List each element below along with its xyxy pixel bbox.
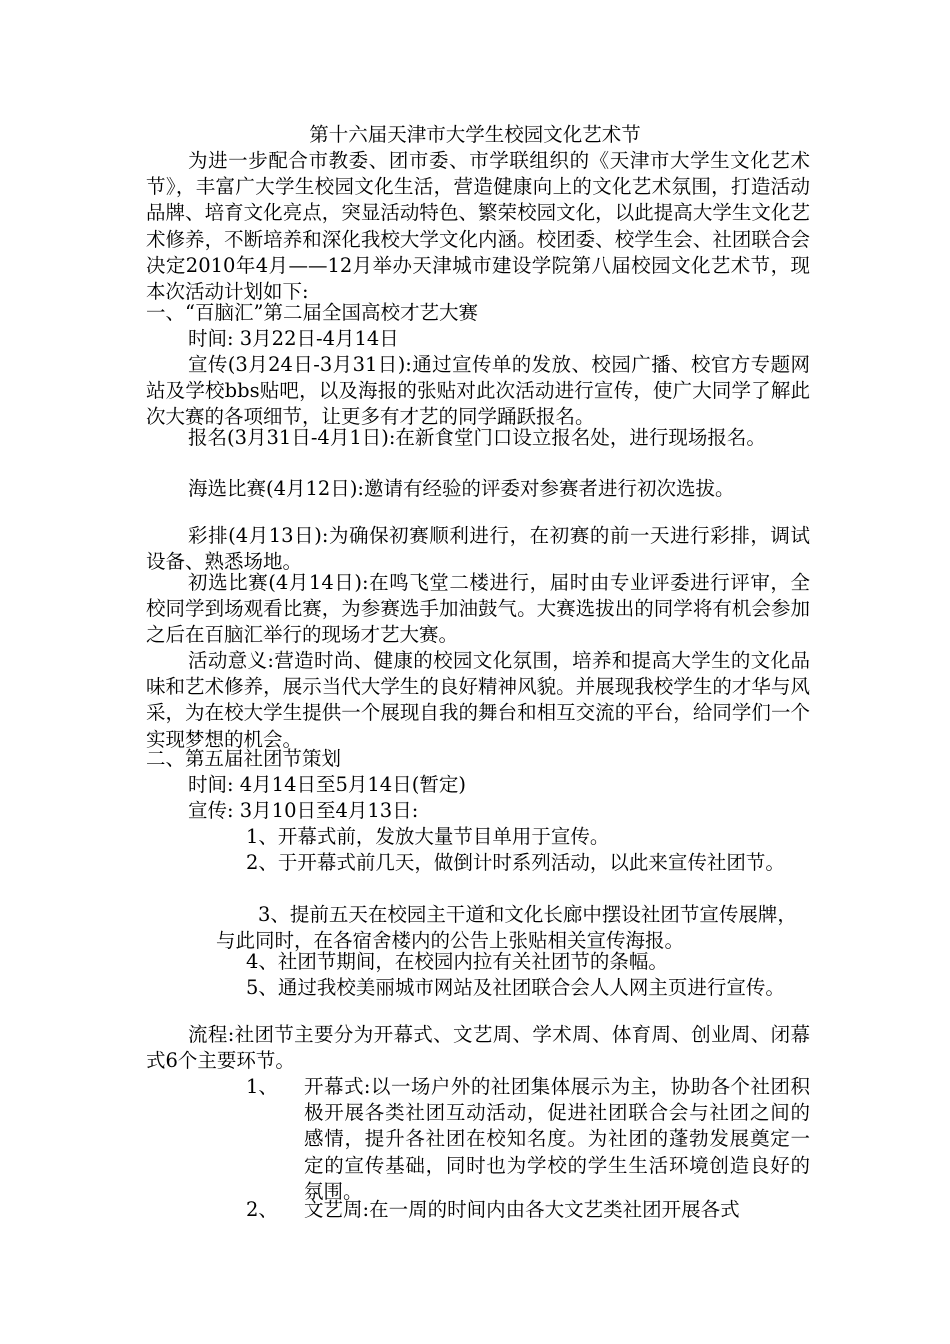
section1-promo: 宣传(3月24日-3月31日):通过宣传单的发放、校园广播、校官方专题网站及学校bbs贴吧，以及海报的张贴对此次活动进行宣传，使广大同学了解此次大赛的各项细节，让更多有才艺的同学踊跃报名。 bbox=[146, 353, 810, 429]
section2-heading: 二、第五届社团节策划 bbox=[146, 747, 342, 770]
promo-item-4: 4、社团节期间，在校园内拉有关社团节的条幅。 bbox=[246, 950, 668, 973]
promo-item-1: 1、开幕式前，发放大量节目单用于宣传。 bbox=[246, 825, 610, 848]
step-text: 文艺周:在一周的时间内由各大文艺类社团开展各式 bbox=[304, 1198, 740, 1221]
section2-flow: 流程:社团节主要分为开幕式、文艺周、学术周、体育周、创业周、闭幕式6个主要环节。 bbox=[146, 1023, 810, 1073]
step-number: 1、 bbox=[246, 1075, 278, 1098]
section1-signup: 报名(3月31日-4月1日):在新食堂门口设立报名处，进行现场报名。 bbox=[188, 426, 766, 449]
section1-rehearsal: 彩排(4月13日):为确保初赛顺利进行，在初赛的前一天进行彩排，调试设备、熟悉场地。 bbox=[146, 524, 810, 574]
promo-item-3: 3、提前五天在校园主干道和文化长廊中摆设社团节宣传展牌，与此同时，在各宿舍楼内的公告上张贴相关宣传海报。 bbox=[216, 903, 797, 953]
section1-time: 时间: 3月22日-4月14日 bbox=[188, 327, 399, 350]
intro-paragraph: 为进一步配合市教委、团市委、市学联组织的《天津市大学生文化艺术节》，丰富广大学生校园文化生活，营造健康向上的文化艺术氛围，打造活动品牌、培育文化亮点，突显活动特色、繁荣校园文化，以此提高大学生文化艺术修养，不断培养和深化我校大学文化内涵。校团委、校学生会、社团联合会决定2010年4月——12月举办天津城市建设学院第八届校园文化艺术节，现本次活动计划如下: bbox=[146, 149, 810, 304]
step-number: 2、 bbox=[246, 1198, 278, 1221]
section1-audition: 海选比赛(4月12日):邀请有经验的评委对参赛者进行初次选拔。 bbox=[188, 477, 735, 500]
promo-item-5: 5、通过我校美丽城市网站及社团联合会人人网主页进行宣传。 bbox=[246, 976, 785, 999]
section1-heading: 一、“百脑汇”第二届全国高校才艺大赛 bbox=[146, 301, 478, 324]
promo-item-2: 2、于开幕式前几天，做倒计时系列活动，以此来宣传社团节。 bbox=[246, 851, 785, 874]
document-title: 第十六届天津市大学生校园文化艺术节 bbox=[309, 123, 641, 146]
section2-promo: 宣传: 3月10日至4月13日: bbox=[188, 799, 419, 822]
step-text: 开幕式:以一场户外的社团集体展示为主，协助各个社团积极开展各类社团互动活动，促进社团联合会与社团之间的感情，提升各社团在校知名度。为社团的蓬勃发展奠定一定的宣传基础，同时也为学校的学生生活环境创造良好的氛围。 bbox=[304, 1075, 810, 1203]
section1-meaning: 活动意义:营造时尚、健康的校园文化氛围，培养和提高大学生的文化品味和艺术修养，展示当代大学生的良好精神风貌。并展现我校学生的才华与风采，为在校大学生提供一个展现自我的舞台和相互交流的平台，给同学们一个实现梦想的机会。 bbox=[146, 649, 810, 751]
section2-time: 时间: 4月14日至5月14日(暂定) bbox=[188, 773, 466, 796]
section1-prelim: 初选比赛(4月14日):在鸣飞堂二楼进行，届时由专业评委进行评审，全校同学到场观看比赛，为参赛选手加油鼓气。大赛选拔出的同学将有机会参加之后在百脑汇举行的现场才艺大赛。 bbox=[146, 571, 810, 647]
